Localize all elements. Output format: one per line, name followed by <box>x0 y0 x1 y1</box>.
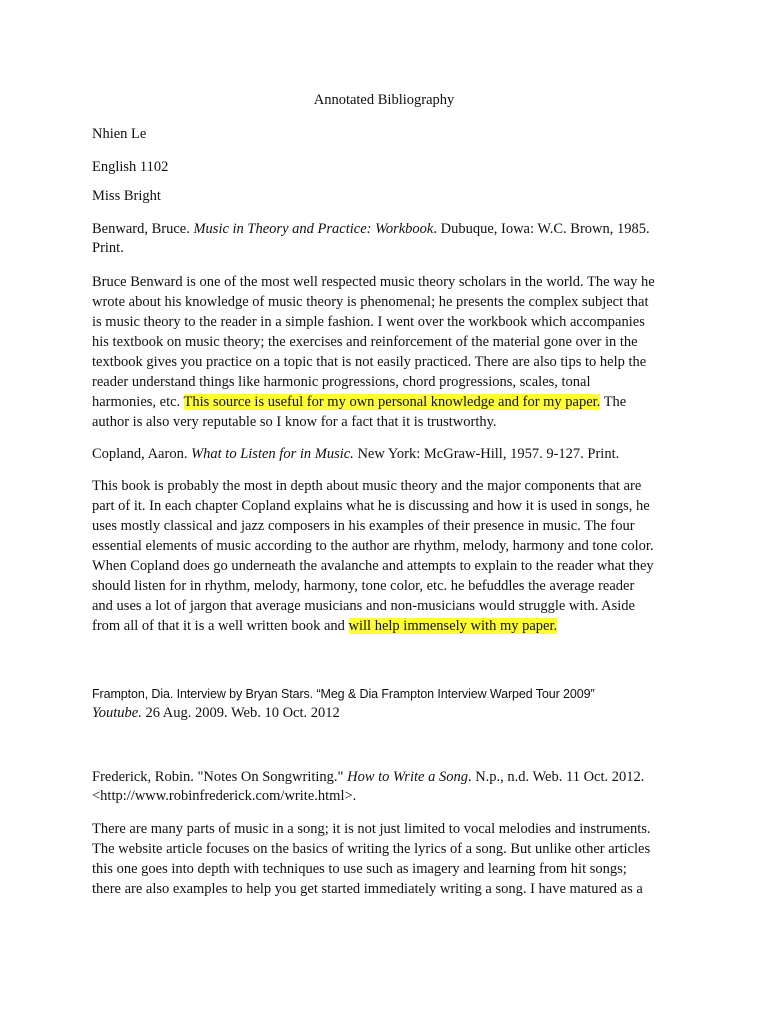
annotation-line: uses mostly classical and jazz composers in his examples of their presence in music. The four <box>92 518 635 534</box>
highlighted-text: will help immensely with my paper. <box>348 618 558 634</box>
annotation-text: from all of that it is a well written book and <box>92 618 349 634</box>
annotation-line <box>92 392 626 412</box>
annotation-line <box>92 616 557 636</box>
citation-text: Benward, Bruce. <box>92 221 194 237</box>
citation-text: 26 Aug. 2009. Web. 10 Oct. 2012 <box>141 705 340 721</box>
annotation-text: The <box>600 394 627 410</box>
citation-text: Frederick, Robin. "Notes On Songwriting." <box>92 769 348 785</box>
annotation-line: Bruce Benward is one of the most well respected music theory scholars in the world. The way he <box>92 274 655 290</box>
author-name: Nhien Le <box>92 126 147 142</box>
annotation-line: is music theory to the reader in a simple fashion. I went over the workbook which accompanies <box>92 314 645 330</box>
annotation-line: and uses a lot of jargon that average musicians and non-musicians would struggle with. Aside <box>92 598 635 614</box>
citation-text: Copland, Aaron. <box>92 446 192 462</box>
annotation-line: The website article focuses on the basics of writing the lyrics of a song. But unlike other articles <box>92 841 651 857</box>
annotation-line: There are many parts of music in a song; it is not just limited to vocal melodies and instruments. <box>92 821 651 837</box>
highlighted-text: This source is useful for my own personal knowledge and for my paper. <box>183 394 601 410</box>
annotation-line: reader understand things like harmonic progressions, chord progressions, scales, tonal <box>92 374 591 390</box>
annotation-line: essential elements of music according to the author are rhythm, melody, harmony and tone color. <box>92 538 654 554</box>
citation-text: . Dubuque, Iowa: W.C. Brown, 1985. <box>433 221 650 237</box>
annotation-line: part of it. In each chapter Copland explains what he is discussing and how it is used in songs, he <box>92 498 650 514</box>
annotation-text: harmonies, etc. <box>92 394 184 410</box>
citation-work-title: Youtube. <box>92 705 142 721</box>
annotation-line: wrote about his knowledge of music theory is phenomenal; he presents the complex subject that <box>92 294 649 310</box>
citation-frederick <box>92 767 644 787</box>
annotation-line: When Copland does go underneath the avalanche and attempts to explain to the reader what they <box>92 558 654 574</box>
citation-work-title: How to Write a Song <box>347 769 468 785</box>
annotation-line: textbook gives you practice on a topic that is not easily practiced. There are also tips to help the <box>92 354 647 370</box>
annotation-line: should listen for in rhythm, melody, harmony, tone color, etc. he befuddles the average reader <box>92 578 635 594</box>
citation-benward-medium: Print. <box>92 240 124 256</box>
citation-frampton-line2 <box>92 703 340 723</box>
annotation-line: there are also examples to help you get started immediately writing a song. I have matured as a <box>92 881 643 897</box>
course-name: English 1102 <box>92 159 169 175</box>
citation-text: New York: McGraw-Hill, 1957. 9-127. Print. <box>353 446 620 462</box>
annotation-line: This book is probably the most in depth about music theory and the major components that are <box>92 478 642 494</box>
instructor-name: Miss Bright <box>92 188 161 204</box>
citation-text: . N.p., n.d. Web. 11 Oct. 2012. <box>467 769 645 785</box>
citation-benward <box>92 219 650 239</box>
annotation-line: this one goes into depth with techniques to use such as imagery and learning from hit songs; <box>92 861 627 877</box>
citation-copland <box>92 444 619 464</box>
citation-url: <http://www.robinfrederick.com/write.html>. <box>92 788 357 804</box>
document-title: Annotated Bibliography <box>313 92 455 108</box>
annotation-line: author is also very reputable so I know for a fact that it is trustworthy. <box>92 414 497 430</box>
annotation-line: his textbook on music theory; the exercises and reinforcement of the material gone over in the <box>92 334 638 350</box>
citation-work-title: What to Listen for in Music. <box>191 446 354 462</box>
citation-frampton: Frampton, Dia. Interview by Bryan Stars. “Meg & Dia Frampton Interview Warped Tour 2009” <box>92 687 595 701</box>
citation-work-title: Music in Theory and Practice: Workbook <box>193 221 434 237</box>
